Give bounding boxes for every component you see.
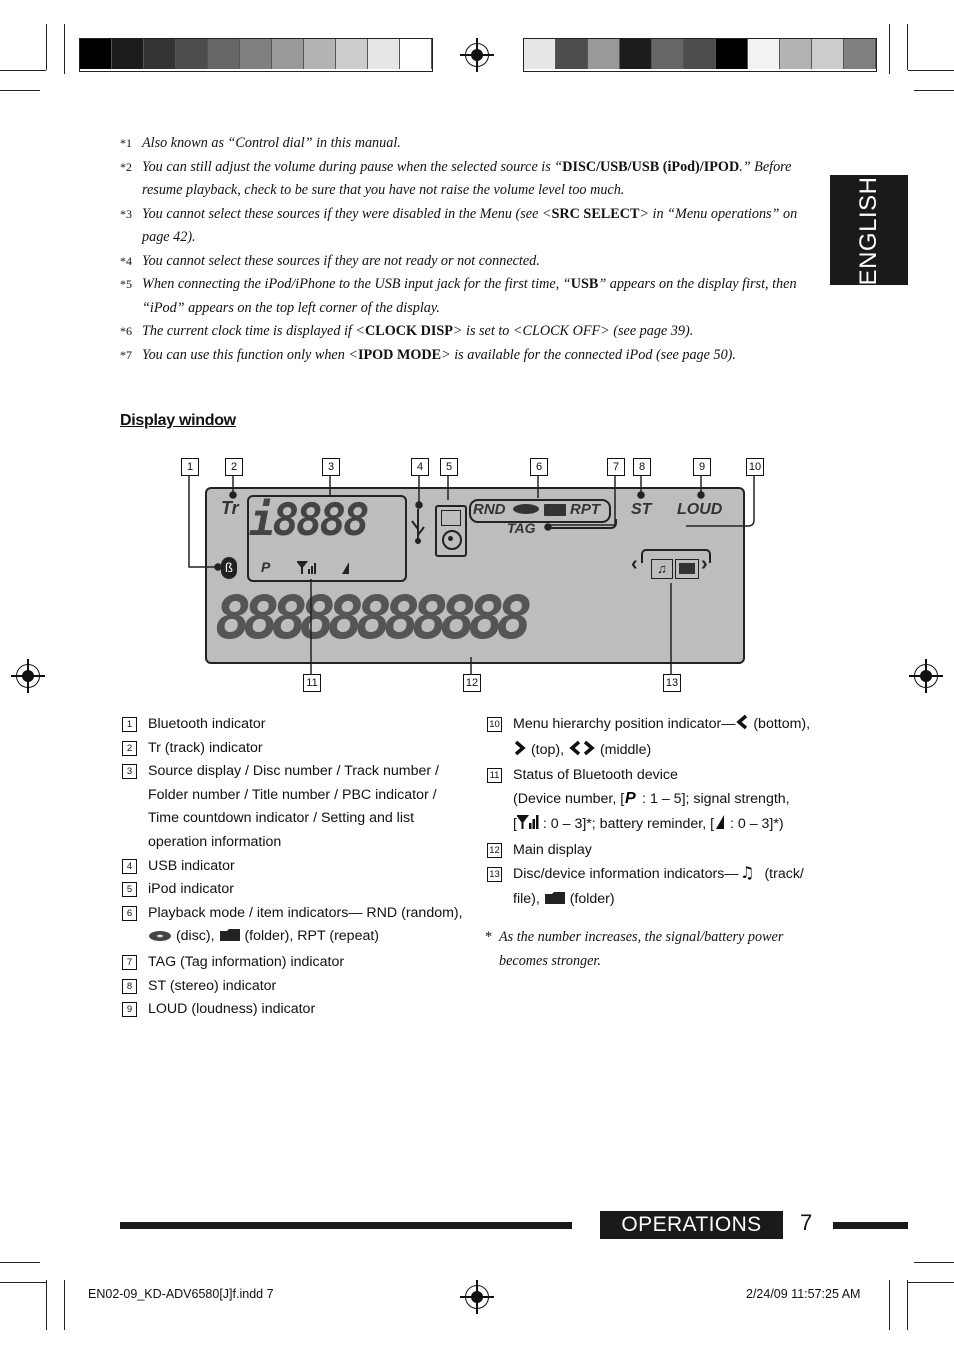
chevron-left-icon (735, 714, 749, 739)
item-text: : 1 – 5]; signal strength, (638, 790, 790, 807)
item-text: iPod indicator (148, 881, 234, 898)
footnote-text: > is set to <CLOCK OFF> (see page 39). (452, 323, 694, 339)
signal-strength-icon (517, 814, 539, 839)
footnote-emphasis: USB (570, 276, 599, 292)
item-text: Bluetooth indicator (148, 716, 266, 732)
indicator-list-right (485, 713, 820, 914)
track-file-icon: ♫ (651, 559, 673, 579)
item-text: : 0 – 3]*; battery reminder, [ (538, 816, 715, 833)
callout-number: 5 (440, 458, 458, 476)
list-item (120, 737, 465, 761)
footnote-text: ” appears on the display first, then “iPod” appears on the top left corner of the display. (142, 276, 797, 316)
list-item (120, 713, 465, 737)
item-text: [ (513, 816, 517, 833)
crop-mark (0, 1282, 46, 1283)
item-text: Source display / Disc number / Track number / Folder number / Title number / PBC indicator / Time countdown indicator / Setting and list operation information (148, 763, 439, 850)
chevron-right-icon (513, 740, 527, 765)
callout-number: 10 (746, 458, 764, 476)
list-item (120, 951, 465, 975)
footnote-text: You can use this function only when < (142, 346, 358, 363)
footnote-mark: *2 (120, 159, 132, 174)
svg-text:P: P (625, 789, 636, 805)
tag-indicator: TAG (507, 520, 536, 536)
st-indicator: ST (631, 501, 652, 518)
list-item (120, 878, 465, 902)
callout-number: 1 (181, 458, 199, 476)
footnote-text: > in “Menu operations” on page 42). (142, 205, 798, 245)
callout-number: 3 (322, 458, 340, 476)
chevron-left-icon (568, 740, 582, 765)
source-digits: i8888 (249, 495, 367, 546)
item-text: (Device number, [ (513, 790, 625, 807)
item-text: (middle) (596, 741, 652, 758)
item-text: Main display (513, 841, 592, 858)
item-text: : 0 – 3]*) (726, 816, 784, 833)
footnote-emphasis: DISC/USB/USB (iPod)/IPOD (562, 158, 740, 175)
item-number: 13 (487, 867, 502, 882)
rule-left (120, 1222, 572, 1229)
chevron-left-icon: ‹ (631, 553, 638, 575)
callout-number: 2 (225, 458, 243, 476)
rpt-indicator: RPT (570, 501, 600, 518)
footer-file: EN02-09_KD-ADV6580[J]f.indd 7 (88, 1287, 274, 1301)
item-text: Menu hierarchy position indicator— (513, 716, 736, 732)
list-item (485, 839, 820, 863)
footnote-text: Also known as “Control dial” in this manual. (142, 135, 401, 151)
callout-number: 13 (663, 674, 681, 692)
footnote-text: When connecting the iPod/iPhone to the USB input jack for the first time, “ (142, 276, 571, 292)
chevron-right-icon (582, 740, 596, 765)
crop-mark (64, 1280, 65, 1330)
device-number-indicator: P (261, 559, 271, 575)
crop-mark (0, 1262, 40, 1263)
chevron-right-icon: › (701, 553, 708, 575)
page-number: 7 (800, 1210, 813, 1235)
list-item (120, 902, 465, 951)
asterisk-note (485, 926, 829, 973)
list-item (485, 863, 820, 914)
item-text: (top), (527, 741, 568, 758)
crop-mark (46, 1280, 47, 1330)
callout-number: 4 (411, 458, 429, 476)
item-number: 6 (122, 906, 137, 921)
crop-mark (908, 1282, 954, 1283)
footnote-text: .” Before resume playback, check to be sure that you have not raise the volume level too much. (142, 158, 792, 198)
indicator-list-left (120, 713, 465, 1022)
footnote-mark: *5 (120, 277, 132, 291)
list-item (120, 855, 465, 879)
asterisk-note-text: As the number increases, the signal/battery power becomes stronger. (499, 929, 784, 969)
footnote-mark: *4 (120, 253, 132, 268)
crop-mark (914, 1262, 954, 1263)
footnote-text: You cannot select these sources if they were disabled in the Menu (see < (142, 205, 552, 222)
item-number: 10 (487, 717, 502, 732)
item-text: Disc/device information indicators— (513, 865, 739, 882)
rule-right (833, 1222, 908, 1229)
callout-number: 11 (303, 674, 321, 692)
item-text: (folder), RPT (repeat) (240, 928, 380, 945)
item-number: 5 (122, 882, 137, 897)
item-number: 8 (122, 979, 137, 994)
footnote-mark: *3 (120, 206, 132, 221)
device-number-icon (624, 789, 638, 814)
item-number: 1 (122, 717, 137, 732)
item-number: 11 (487, 768, 502, 783)
item-text: (track/ file), (513, 865, 804, 908)
item-text: TAG (Tag information) indicator (148, 953, 345, 970)
callout-number: 12 (463, 674, 481, 692)
language-tab-label: ENGLISH (855, 176, 882, 286)
footnote-emphasis: IPOD MODE (357, 346, 442, 363)
callout-number: 9 (693, 458, 711, 476)
list-item (120, 975, 465, 999)
item-number: 2 (122, 741, 137, 756)
disc-icon (148, 927, 172, 951)
list-item (120, 760, 465, 854)
asterisk-mark: * (485, 929, 493, 945)
item-number: 3 (122, 764, 137, 779)
track-file-icon (739, 864, 761, 889)
loud-indicator: LOUD (677, 501, 723, 518)
item-number: 12 (487, 843, 502, 858)
folder-icon (544, 890, 566, 914)
footnote-text: The current clock time is displayed if < (142, 323, 365, 339)
list-item (485, 764, 820, 839)
crop-mark (889, 1280, 890, 1330)
item-number: 9 (122, 1002, 137, 1017)
item-text: (bottom), (749, 716, 811, 732)
list-item (120, 998, 465, 1022)
callout-number: 6 (530, 458, 548, 476)
callout-number: 8 (633, 458, 651, 476)
footnote-mark: *6 (120, 324, 132, 338)
list-item (485, 713, 820, 764)
footnote-emphasis: SRC SELECT (551, 205, 640, 222)
battery-icon (714, 814, 726, 839)
footnote-emphasis: CLOCK DISP (365, 323, 453, 339)
footnote-mark: *7 (120, 347, 132, 362)
main-display: 88888888888 (215, 583, 525, 653)
section-label: OPERATIONS (600, 1211, 783, 1239)
callout-number: 7 (607, 458, 625, 476)
item-text: Status of Bluetooth device (513, 767, 678, 784)
folder-icon (219, 927, 241, 951)
item-text: LOUD (loudness) indicator (148, 1001, 316, 1018)
item-text: USB indicator (148, 857, 235, 874)
footer-date: 2/24/09 11:57:25 AM (746, 1287, 861, 1301)
item-number: 7 (122, 955, 137, 970)
bluetooth-icon: ß (221, 557, 237, 579)
tr-indicator: Tr (221, 498, 239, 518)
item-text: Tr (track) indicator (148, 739, 263, 756)
item-text: Playback mode / item indicators— RND (random), (148, 904, 463, 921)
item-text: ST (stereo) indicator (148, 977, 277, 994)
crop-mark (907, 1280, 908, 1330)
footnote-text: > is available for the connected iPod (see page 50). (441, 346, 736, 363)
item-text: (folder) (565, 891, 615, 908)
footnote-text: You cannot select these sources if they are not ready or not connected. (142, 252, 540, 269)
item-number: 4 (122, 859, 137, 874)
rnd-indicator: RND (473, 501, 506, 518)
section-title: Display window (120, 412, 236, 429)
footnote-text: You can still adjust the volume during pause when the selected source is “ (142, 158, 563, 175)
item-text: (disc), (172, 928, 219, 945)
svg-text:♫: ♫ (739, 863, 754, 880)
footnote-mark: *1 (120, 136, 132, 150)
registration-mark-icon (465, 1285, 489, 1309)
